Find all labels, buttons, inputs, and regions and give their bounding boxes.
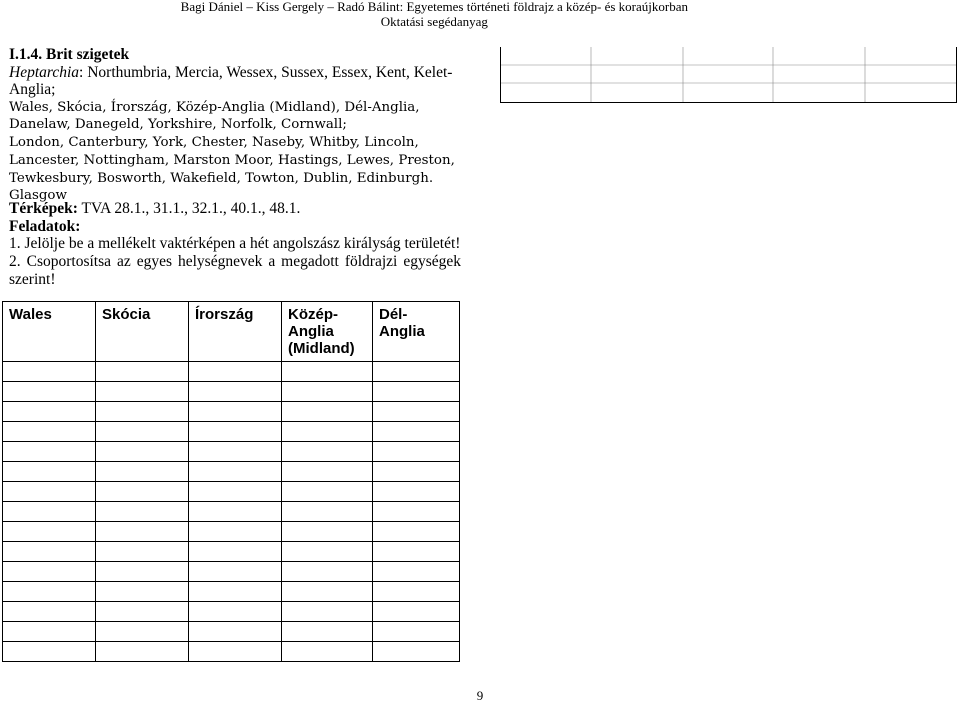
table-row (3, 602, 460, 622)
heptarchia-text: : Northumbria, Mercia, Wessex, Sussex, Essex, Kent, Kelet-Anglia; (9, 63, 453, 98)
col-header-irorszag: Írország (189, 302, 282, 362)
regions-paragraph: Wales, Skócia, Írország, Közép-Anglia (Midland), Dél-Anglia, Danelaw, Danegeld, Yorkshire, Norfolk, Cornwall; (9, 99, 420, 133)
grid-lines (501, 47, 956, 102)
heptarchia-label: Heptarchia (9, 63, 80, 81)
tasks-label: Feladatok: (9, 217, 81, 235)
tasks-block (9, 200, 461, 289)
table-row (3, 442, 460, 462)
maps-line (9, 200, 461, 218)
col-header-kozep-anglia: Közép-Anglia (Midland) (282, 302, 373, 362)
task-2: 2. Csoportosítsa az egyes helységnevek a megadott földrajzi egységek szerint! (9, 253, 461, 288)
table-row (3, 642, 460, 662)
brit-szigetek-section (9, 46, 461, 205)
header-authors: Bagi Dániel – Kiss Gergely – Radó Bálint: Egyetemes történeti földrajz a közép- és koraújkorban (180, 0, 688, 14)
col-header-del-anglia: Dél-Anglia (373, 302, 460, 362)
maps-text: TVA 28.1., 31.1., 32.1., 40.1., 48.1. (77, 200, 301, 217)
blank-grid-top-right (500, 47, 957, 103)
col-header-skocia: Skócia (96, 302, 189, 362)
table-row (3, 402, 460, 422)
task-1: 1. Jelölje be a mellékelt vaktérképen a hét angolszász királyság területét! (9, 235, 461, 253)
table-row (3, 622, 460, 642)
table-row (3, 422, 460, 442)
section-title: I.1.4. Brit szigetek (9, 46, 130, 63)
page-number: 9 (476, 688, 484, 703)
table-row (3, 562, 460, 582)
table-row (3, 362, 460, 382)
region-table-header (3, 302, 460, 362)
page-header (181, 0, 688, 29)
table-row (3, 382, 460, 402)
places-paragraph: London, Canterbury, York, Chester, Naseby, Whitby, Lincoln, Lancester, Nottingham, Marston Moor, Hastings, Lewes, Preston, Tewkesbury, Bosworth, Wakefield, Towton, Dublin, Edinburgh. Glasgow (9, 135, 455, 204)
col-header-wales: Wales (3, 302, 96, 362)
table-row (3, 582, 460, 602)
table-row (3, 462, 460, 482)
maps-label: Térképek: (9, 200, 78, 217)
table-row (3, 482, 460, 502)
table-row (3, 522, 460, 542)
region-table (2, 301, 460, 662)
header-subtitle: Oktatási segédanyag (380, 14, 488, 29)
heptarchia-paragraph (9, 64, 461, 99)
table-row (3, 502, 460, 522)
table-row (3, 542, 460, 562)
